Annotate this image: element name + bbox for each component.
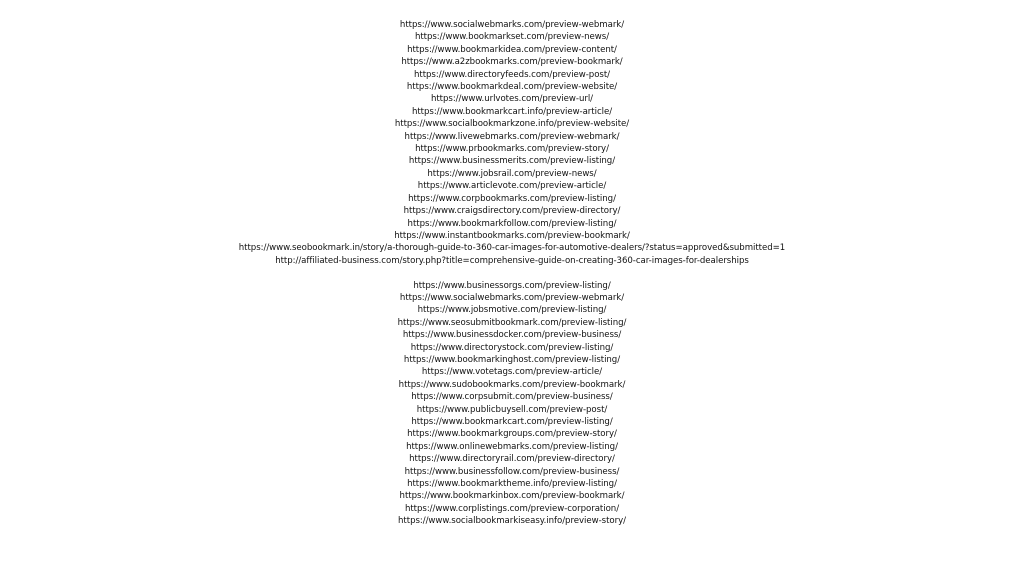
url-group-1: [0, 19, 1024, 267]
url-line: https://www.bookmarkdeal.com/preview-website/: [406, 82, 618, 93]
url-line: https://www.bookmarkfollow.com/preview-listing/: [407, 218, 617, 229]
url-line: https://www.sudobookmarks.com/preview-bookmark/: [398, 379, 626, 390]
url-line: https://www.livewebmarks.com/preview-webmark/: [404, 131, 620, 142]
url-list-document: [0, 19, 1024, 528]
url-line: https://www.socialwebmarks.com/preview-webmark/: [399, 20, 625, 30]
url-line: https://www.businessorgs.com/preview-listing/: [413, 280, 611, 291]
url-group-2: [0, 280, 1024, 528]
url-line: https://www.articlevote.com/preview-article/: [417, 181, 607, 192]
url-line: https://www.businessfollow.com/preview-business/: [404, 466, 620, 477]
url-line: https://www.instantbookmarks.com/preview-bookmark/: [394, 230, 630, 241]
url-line: https://www.socialwebmarks.com/preview-webmark/: [399, 292, 625, 303]
url-line: https://www.bookmarkidea.com/preview-content/: [407, 44, 617, 55]
url-line: https://www.socialbookmarkiseasy.info/preview-story/: [398, 516, 626, 527]
url-line: https://www.bookmarktheme.info/preview-listing/: [407, 479, 617, 490]
url-line: https://www.prbookmarks.com/preview-story/: [415, 144, 609, 155]
url-line: https://www.jobsmotive.com/preview-listing/: [417, 305, 607, 316]
group-spacer: [0, 267, 1024, 279]
url-line: https://www.seobookmark.in/story/a-thorough-guide-to-360-car-images-for-automotive-dealers/?status=approved&submitted=1: [238, 243, 786, 254]
url-line: https://www.bookmarkset.com/preview-news/: [414, 32, 610, 43]
url-line: https://www.businessdocker.com/preview-business/: [402, 330, 622, 341]
url-line: https://www.corpsubmit.com/preview-business/: [411, 392, 613, 403]
url-line: http://affiliated-business.com/story.php?title=comprehensive-guide-on-creating-360-car-images-for-dealerships: [275, 255, 749, 266]
url-line: https://www.corplistings.com/preview-corporation/: [404, 503, 620, 514]
url-line: https://www.directoryfeeds.com/preview-post/: [413, 69, 611, 80]
url-line: https://www.directoryrail.com/preview-directory/: [409, 454, 615, 465]
url-line: https://www.corpbookmarks.com/preview-listing/: [408, 193, 616, 204]
url-line: https://www.bookmarkgroups.com/preview-story/: [407, 429, 617, 440]
url-line: https://www.businessmerits.com/preview-listing/: [408, 156, 616, 167]
url-line: https://www.a2zbookmarks.com/preview-bookmark/: [401, 57, 623, 68]
url-line: https://www.publicbuysell.com/preview-post/: [416, 404, 608, 415]
url-line: https://www.votetags.com/preview-article/: [421, 367, 603, 378]
url-line: https://www.directorystock.com/preview-listing/: [410, 342, 614, 353]
url-line: https://www.onlinewebmarks.com/preview-listing/: [406, 441, 618, 452]
url-line: https://www.craigsdirectory.com/preview-directory/: [403, 206, 621, 217]
url-line: https://www.bookmarkinbox.com/preview-bookmark/: [399, 491, 625, 502]
url-line: https://www.bookmarkcart.info/preview-article/: [411, 106, 613, 117]
url-line: https://www.seosubmitbookmark.com/preview-listing/: [397, 317, 627, 328]
url-line: https://www.bookmarkinghost.com/preview-listing/: [403, 354, 621, 365]
url-line: https://www.bookmarkcart.com/preview-listing/: [411, 416, 613, 427]
url-line: https://www.socialbookmarkzone.info/preview-website/: [394, 119, 630, 130]
url-line: https://www.urlvotes.com/preview-url/: [430, 94, 594, 105]
url-line: https://www.jobsrail.com/preview-news/: [427, 168, 597, 179]
